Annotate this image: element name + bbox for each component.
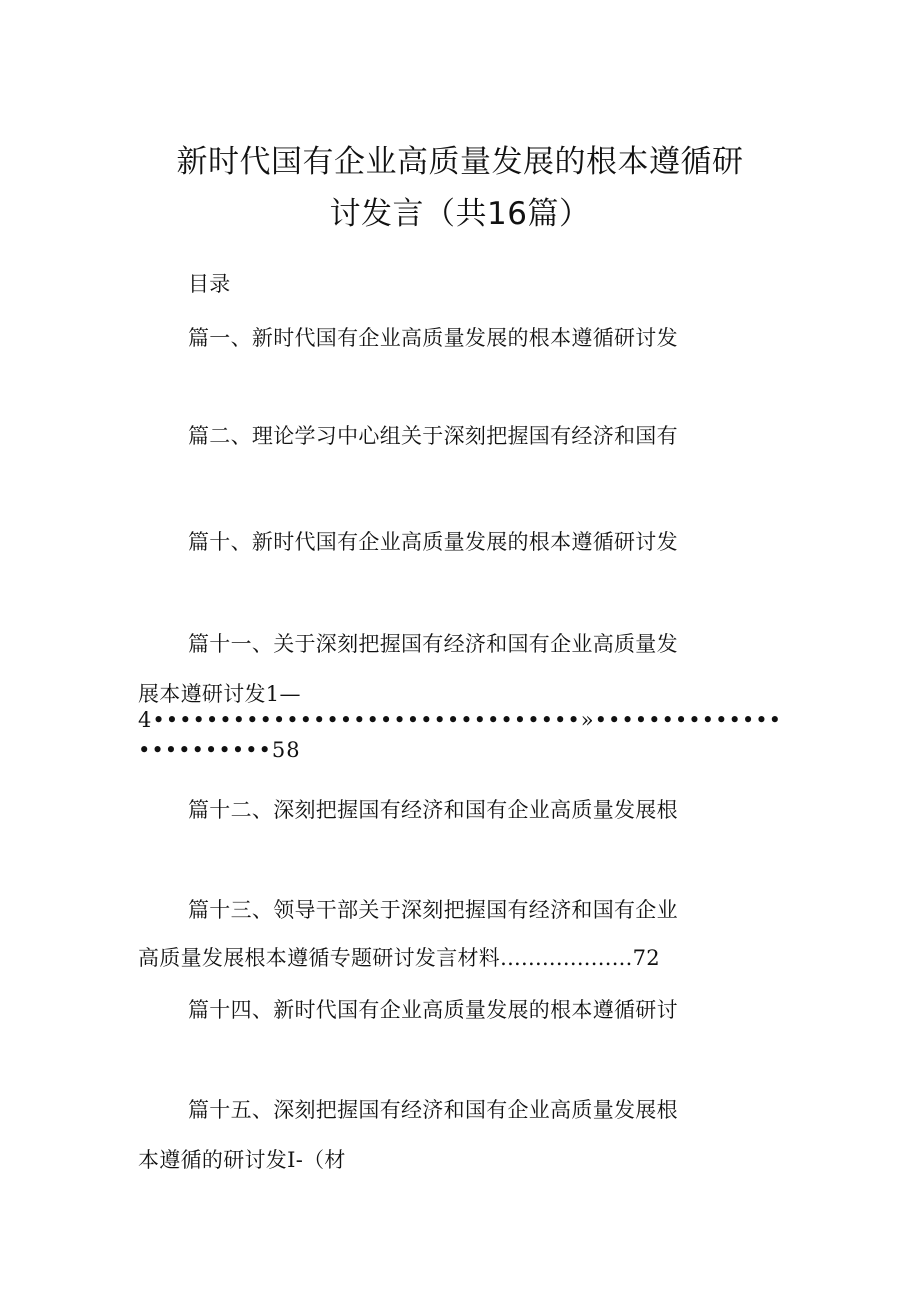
toc-entry-6-continuation: 高质量发展根本遵循专题研讨发言材料...................72	[138, 946, 660, 970]
document-title-line-2: 讨发言（共16篇）	[329, 196, 591, 232]
toc-entry-5: 篇十二、深刻把握国有经济和国有企业高质量发展根	[188, 798, 678, 822]
toc-entry-8-continuation: 本遵循的研讨发I-（材	[138, 1148, 346, 1172]
toc-entry-3: 篇十、新时代国有企业高质量发展的根本遵循研讨发	[188, 530, 678, 554]
toc-entry-4-leader-1: 4••••••••••••••••••••••••••••••••»••••••••••••••	[138, 708, 782, 732]
toc-entry-7: 篇十四、新时代国有企业高质量发展的根本遵循研讨	[188, 998, 678, 1022]
toc-entry-6: 篇十三、领导干部关于深刻把握国有经济和国有企业	[188, 898, 678, 922]
document-title-line-1: 新时代国有企业高质量发展的根本遵循研	[176, 144, 744, 180]
toc-entry-2: 篇二、理论学习中心组关于深刻把握国有经济和国有	[188, 424, 678, 448]
toc-entry-8: 篇十五、深刻把握国有经济和国有企业高质量发展根	[188, 1098, 678, 1122]
toc-entry-4: 篇十一、关于深刻把握国有经济和国有企业高质量发	[188, 632, 678, 656]
toc-heading: 目录	[188, 272, 231, 296]
toc-entry-4-continuation: 展本遵研讨发1—	[138, 682, 301, 706]
toc-entry-1: 篇一、新时代国有企业高质量发展的根本遵循研讨发	[188, 326, 678, 350]
toc-entry-4-leader-2: ••••••••••58	[138, 738, 301, 762]
